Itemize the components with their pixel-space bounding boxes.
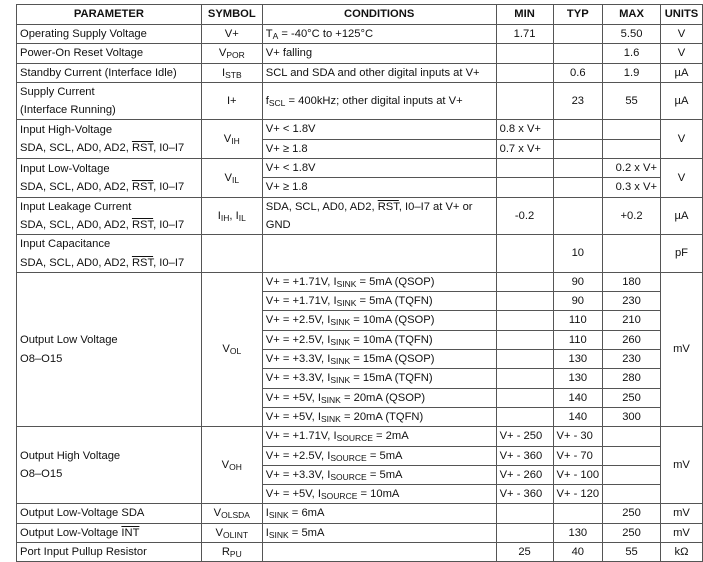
symbol-cell bbox=[201, 272, 262, 426]
param-line: Input Capacitance bbox=[20, 238, 111, 251]
param-line bbox=[20, 216, 198, 234]
conditions-cell bbox=[262, 504, 496, 523]
table-row bbox=[17, 504, 703, 523]
cond-sub: SINK bbox=[268, 510, 289, 521]
symbol-cell bbox=[201, 427, 262, 504]
param-cell bbox=[17, 272, 202, 426]
param-line bbox=[20, 254, 198, 272]
conditions-cell bbox=[262, 427, 496, 446]
sym-text: V bbox=[222, 343, 230, 356]
table-row bbox=[17, 63, 703, 82]
cond-text: = 5mA bbox=[366, 468, 403, 481]
typ-cell bbox=[553, 44, 603, 63]
conditions-cell: V+ falling bbox=[262, 44, 496, 63]
conditions-cell bbox=[262, 330, 496, 349]
pins-rst: $\overline{RST}$ bbox=[131, 256, 154, 269]
sym-text: V bbox=[215, 526, 223, 539]
min-cell: V+ - 360 bbox=[496, 485, 553, 504]
cond-text: V+ = +3.3V, I bbox=[265, 372, 331, 385]
pins-rst: $\overline{RST}$ bbox=[131, 142, 154, 155]
param-cell: Port Input Pullup Resistor bbox=[17, 543, 202, 562]
pins-text: SDA, SCL, AD0, AD2, bbox=[20, 256, 132, 269]
conditions-cell bbox=[262, 485, 496, 504]
typ-cell: 140 bbox=[553, 407, 603, 426]
max-cell: 250 bbox=[603, 523, 661, 542]
cond-text: V+ = +5V, I bbox=[265, 488, 322, 501]
table-row bbox=[17, 272, 703, 291]
conditions-cell: V+ < 1.8V bbox=[262, 159, 496, 178]
typ-cell: V+ - 120 bbox=[553, 485, 603, 504]
typ-cell: 23 bbox=[553, 82, 603, 120]
pins-text: SDA, SCL, AD0, AD2, bbox=[20, 180, 132, 193]
cond-text: = -40°C to +125°C bbox=[278, 28, 374, 40]
cond-sub: SINK bbox=[330, 336, 351, 347]
cond-text: T bbox=[265, 28, 273, 40]
conditions-cell bbox=[262, 369, 496, 388]
cond-rst: $\overline{RST}$ bbox=[377, 200, 399, 213]
cond-text: V+ = +1.71V, I bbox=[265, 275, 337, 288]
cond-text: = 10mA bbox=[357, 488, 400, 501]
sym-text: V bbox=[221, 459, 230, 472]
param-line: Supply Current bbox=[20, 85, 95, 98]
cond-text: V+ = +1.71V, I bbox=[265, 295, 337, 308]
min-cell: 1.71 bbox=[496, 25, 553, 44]
symbol-cell bbox=[201, 523, 262, 542]
units-cell: kΩ bbox=[660, 543, 702, 562]
header-row bbox=[17, 5, 703, 25]
typ-cell bbox=[553, 139, 603, 158]
max-cell: 210 bbox=[603, 311, 661, 330]
sym-sub: OLSDA bbox=[221, 510, 250, 521]
sym-sub: OH bbox=[229, 462, 242, 473]
units-cell: V bbox=[660, 159, 702, 198]
cond-sub: SOURCE bbox=[330, 452, 367, 463]
typ-cell bbox=[553, 159, 603, 178]
cond-text: = 10mA (QSOP) bbox=[350, 314, 435, 327]
sym-text: , I bbox=[229, 209, 239, 222]
cond-text: SDA, SCL, AD0, AD2, bbox=[265, 200, 378, 213]
param-int: $\overline{INT}$ bbox=[121, 526, 140, 539]
min-cell bbox=[496, 523, 553, 542]
cond-text: V+ = +5V, I bbox=[265, 391, 322, 404]
units-cell: pF bbox=[660, 235, 702, 273]
param-cell bbox=[17, 427, 202, 504]
sym-sub: PU bbox=[229, 549, 242, 560]
sym-sub: IH bbox=[220, 212, 230, 223]
table-row bbox=[17, 25, 703, 44]
sym-text: V bbox=[213, 507, 222, 520]
param-line: Input Leakage Current bbox=[20, 200, 132, 213]
min-cell: 0.8 x V+ bbox=[496, 120, 553, 139]
min-cell: V+ - 360 bbox=[496, 446, 553, 465]
conditions-cell: V+ ≥ 1.8 bbox=[262, 139, 496, 158]
min-cell: V+ - 250 bbox=[496, 427, 553, 446]
min-cell bbox=[496, 82, 553, 120]
pins-text: , I0–I7 bbox=[153, 218, 185, 231]
conditions-cell bbox=[262, 82, 496, 120]
units-cell: mV bbox=[660, 504, 702, 523]
col-header-units: UNITS bbox=[660, 5, 702, 25]
pins-text: , I0–I7 bbox=[153, 256, 185, 269]
param-line: Output Low Voltage bbox=[20, 334, 118, 347]
conditions-cell bbox=[262, 388, 496, 407]
param-cell: Operating Supply Voltage bbox=[17, 25, 202, 44]
sym-sub: IL bbox=[238, 212, 246, 223]
param-cell bbox=[17, 120, 202, 159]
cond-text: V+ = +2.5V, I bbox=[265, 333, 331, 346]
param-text: Output Low-Voltage bbox=[20, 526, 122, 539]
max-cell: 250 bbox=[603, 504, 661, 523]
cond-text: = 5mA bbox=[288, 526, 325, 539]
max-cell: 1.6 bbox=[603, 44, 661, 63]
max-cell bbox=[603, 427, 661, 446]
table-row bbox=[17, 427, 703, 446]
pins-text: , I0–I7 bbox=[153, 180, 185, 193]
pins-text: SDA, SCL, AD0, AD2, bbox=[20, 142, 132, 155]
sym-text: V bbox=[218, 47, 227, 60]
typ-cell: 90 bbox=[553, 272, 603, 291]
min-cell: V+ - 260 bbox=[496, 465, 553, 484]
sym-sub: OL bbox=[229, 346, 242, 357]
param-cell bbox=[17, 523, 202, 542]
conditions-cell bbox=[262, 407, 496, 426]
min-cell bbox=[496, 178, 553, 197]
table-row bbox=[17, 159, 703, 178]
cond-sub: SINK bbox=[321, 413, 341, 424]
param-cell bbox=[17, 82, 202, 120]
pins-text: , I0–I7 bbox=[153, 142, 185, 155]
max-cell: 300 bbox=[603, 407, 661, 426]
min-cell: 0.7 x V+ bbox=[496, 139, 553, 158]
symbol-cell bbox=[201, 44, 262, 63]
cond-sub: SCL bbox=[268, 98, 286, 109]
conditions-cell: V+ ≥ 1.8 bbox=[262, 178, 496, 197]
max-cell: 0.2 x V+ bbox=[603, 159, 661, 178]
conditions-cell bbox=[262, 197, 496, 235]
cond-sub: A bbox=[272, 31, 279, 41]
table-row bbox=[17, 197, 703, 235]
units-cell: V bbox=[660, 120, 702, 159]
min-cell bbox=[496, 330, 553, 349]
min-cell bbox=[496, 311, 553, 330]
cond-text: = 5mA (QSOP) bbox=[356, 275, 435, 288]
typ-cell bbox=[553, 120, 603, 139]
typ-cell: 110 bbox=[553, 311, 603, 330]
cond-sub: SINK bbox=[321, 394, 341, 405]
table-row bbox=[17, 82, 703, 120]
cond-text: V+ = +3.3V, I bbox=[265, 353, 331, 366]
cond-line: GND bbox=[265, 218, 291, 231]
typ-cell: 90 bbox=[553, 292, 603, 311]
col-header-typ: TYP bbox=[553, 5, 603, 25]
min-cell bbox=[496, 159, 553, 178]
conditions-cell bbox=[262, 350, 496, 369]
cond-text: = 6mA bbox=[288, 507, 325, 520]
cond-text: = 20mA (TQFN) bbox=[340, 410, 424, 423]
typ-cell: 130 bbox=[553, 350, 603, 369]
cond-text: = 5mA bbox=[366, 449, 403, 462]
sym-text: I bbox=[217, 209, 221, 222]
units-cell: µA bbox=[660, 63, 702, 82]
param-cell bbox=[17, 159, 202, 198]
typ-cell: V+ - 70 bbox=[553, 446, 603, 465]
typ-cell bbox=[553, 504, 603, 523]
min-cell bbox=[496, 407, 553, 426]
max-cell bbox=[603, 120, 661, 139]
sym-sub: OLINT bbox=[223, 529, 249, 540]
cond-text: V+ = +3.3V, I bbox=[265, 468, 331, 481]
cond-sub: SINK bbox=[336, 298, 357, 309]
conditions-cell bbox=[262, 523, 496, 542]
cond-text: = 15mA (TQFN) bbox=[350, 372, 433, 385]
sym-text: V bbox=[223, 133, 232, 146]
conditions-cell bbox=[262, 292, 496, 311]
units-cell: µA bbox=[660, 82, 702, 120]
symbol-cell bbox=[201, 120, 262, 159]
symbol-cell: V+ bbox=[201, 25, 262, 44]
units-cell: µA bbox=[660, 197, 702, 235]
cond-text: = 20mA (QSOP) bbox=[340, 391, 426, 404]
col-header-min: MIN bbox=[496, 5, 553, 25]
units-cell: mV bbox=[660, 523, 702, 542]
table-row bbox=[17, 235, 703, 273]
max-cell: 1.9 bbox=[603, 63, 661, 82]
min-cell bbox=[496, 63, 553, 82]
cond-text: V+ = +2.5V, I bbox=[265, 314, 331, 327]
units-cell: V bbox=[660, 44, 702, 63]
cond-sub: SINK bbox=[336, 278, 357, 289]
typ-cell: 40 bbox=[553, 543, 603, 562]
symbol-cell bbox=[201, 63, 262, 82]
conditions-cell bbox=[262, 272, 496, 291]
typ-cell: 110 bbox=[553, 330, 603, 349]
conditions-cell: SCL and SDA and other digital inputs at V+ bbox=[262, 63, 496, 82]
sym-text: I bbox=[221, 66, 226, 79]
col-header-conditions: CONDITIONS bbox=[262, 5, 496, 25]
min-cell bbox=[496, 350, 553, 369]
sym-text: V bbox=[224, 171, 232, 184]
typ-cell: 10 bbox=[553, 235, 603, 273]
max-cell: 55 bbox=[603, 82, 661, 120]
electrical-characteristics-table bbox=[16, 4, 703, 562]
cond-text: V+ = +1.71V, I bbox=[265, 430, 337, 443]
typ-cell: 0.6 bbox=[553, 63, 603, 82]
max-cell: 250 bbox=[603, 388, 661, 407]
max-cell: 230 bbox=[603, 292, 661, 311]
cond-sub: SOURCE bbox=[321, 491, 358, 502]
conditions-cell bbox=[262, 465, 496, 484]
max-cell bbox=[603, 485, 661, 504]
param-cell bbox=[17, 235, 202, 273]
min-cell bbox=[496, 44, 553, 63]
param-line: Input Low-Voltage bbox=[20, 162, 110, 175]
cond-text: f bbox=[265, 95, 269, 108]
max-cell: 5.50 bbox=[603, 25, 661, 44]
cond-sub: SOURCE bbox=[336, 433, 373, 444]
param-line: O8–O15 bbox=[20, 352, 63, 365]
cond-text: V+ = +5V, I bbox=[265, 410, 322, 423]
conditions-cell: V+ < 1.8V bbox=[262, 120, 496, 139]
min-cell: -0.2 bbox=[496, 197, 553, 235]
max-cell: 280 bbox=[603, 369, 661, 388]
symbol-cell bbox=[201, 504, 262, 523]
cond-text: = 400kHz; other digital inputs at V+ bbox=[285, 95, 463, 108]
table-row bbox=[17, 120, 703, 139]
col-header-parameter: PARAMETER bbox=[17, 5, 202, 25]
cond-sub: SINK bbox=[330, 375, 351, 386]
min-cell bbox=[496, 388, 553, 407]
typ-cell: 140 bbox=[553, 388, 603, 407]
min-cell bbox=[496, 369, 553, 388]
symbol-cell bbox=[201, 159, 262, 198]
conditions-cell bbox=[262, 311, 496, 330]
sym-sub: STB bbox=[225, 69, 242, 80]
cond-text: I bbox=[265, 507, 269, 520]
symbol-cell: I+ bbox=[201, 82, 262, 120]
symbol-cell bbox=[201, 235, 262, 273]
min-cell bbox=[496, 235, 553, 273]
typ-cell bbox=[553, 25, 603, 44]
typ-cell bbox=[553, 178, 603, 197]
cond-text: V+ = +2.5V, I bbox=[265, 449, 331, 462]
conditions-cell bbox=[262, 25, 496, 44]
cond-sub: SINK bbox=[330, 317, 351, 328]
param-line bbox=[20, 178, 198, 196]
typ-cell: V+ - 100 bbox=[553, 465, 603, 484]
sym-text: R bbox=[221, 546, 230, 559]
typ-cell: V+ - 30 bbox=[553, 427, 603, 446]
cond-line bbox=[266, 198, 493, 216]
min-cell bbox=[496, 504, 553, 523]
cond-text: = 2mA bbox=[372, 430, 409, 443]
max-cell bbox=[603, 465, 661, 484]
symbol-cell bbox=[201, 197, 262, 235]
param-line: O8–O15 bbox=[20, 468, 63, 481]
cond-sub: SINK bbox=[330, 356, 351, 367]
cond-sub: SOURCE bbox=[330, 471, 367, 482]
pins-rst: $\overline{RST}$ bbox=[131, 218, 154, 231]
param-line: Input High-Voltage bbox=[20, 123, 113, 136]
cond-text: = 10mA (TQFN) bbox=[350, 333, 433, 346]
units-cell: mV bbox=[660, 272, 702, 426]
param-cell bbox=[17, 197, 202, 235]
max-cell: 230 bbox=[603, 350, 661, 369]
units-cell: mV bbox=[660, 427, 702, 504]
param-line bbox=[20, 139, 198, 157]
param-line: (Interface Running) bbox=[20, 104, 116, 117]
table-row bbox=[17, 44, 703, 63]
min-cell bbox=[496, 292, 553, 311]
max-cell: 0.3 x V+ bbox=[603, 178, 661, 197]
param-cell: Standby Current (Interface Idle) bbox=[17, 63, 202, 82]
typ-cell: 130 bbox=[553, 523, 603, 542]
sym-sub: IH bbox=[231, 136, 240, 147]
conditions-cell bbox=[262, 446, 496, 465]
col-header-symbol: SYMBOL bbox=[201, 5, 262, 25]
table-row bbox=[17, 523, 703, 542]
param-cell: Power-On Reset Voltage bbox=[17, 44, 202, 63]
cond-text: I bbox=[265, 526, 269, 539]
units-cell: V bbox=[660, 25, 702, 44]
pins-text: SDA, SCL, AD0, AD2, bbox=[20, 218, 132, 231]
max-cell bbox=[603, 139, 661, 158]
typ-cell bbox=[553, 197, 603, 235]
col-header-max: MAX bbox=[603, 5, 661, 25]
max-cell bbox=[603, 446, 661, 465]
conditions-cell bbox=[262, 235, 496, 273]
typ-cell: 130 bbox=[553, 369, 603, 388]
min-cell bbox=[496, 272, 553, 291]
symbol-cell bbox=[201, 543, 262, 562]
max-cell: 180 bbox=[603, 272, 661, 291]
min-cell: 25 bbox=[496, 543, 553, 562]
sym-sub: IL bbox=[231, 174, 240, 185]
table-row bbox=[17, 543, 703, 562]
pins-rst: $\overline{RST}$ bbox=[131, 180, 154, 193]
param-cell: Output Low-Voltage SDA bbox=[17, 504, 202, 523]
max-cell: 260 bbox=[603, 330, 661, 349]
conditions-cell bbox=[262, 543, 496, 562]
param-line: Output High Voltage bbox=[20, 450, 121, 463]
cond-sub: SINK bbox=[268, 529, 289, 540]
max-cell: +0.2 bbox=[603, 197, 661, 235]
cond-text: = 15mA (QSOP) bbox=[350, 353, 435, 366]
cond-text: , I0–I7 at V+ or bbox=[398, 200, 473, 213]
cond-text: = 5mA (TQFN) bbox=[356, 295, 433, 308]
max-cell: 55 bbox=[603, 543, 661, 562]
sym-sub: POR bbox=[226, 50, 245, 61]
max-cell bbox=[603, 235, 661, 273]
